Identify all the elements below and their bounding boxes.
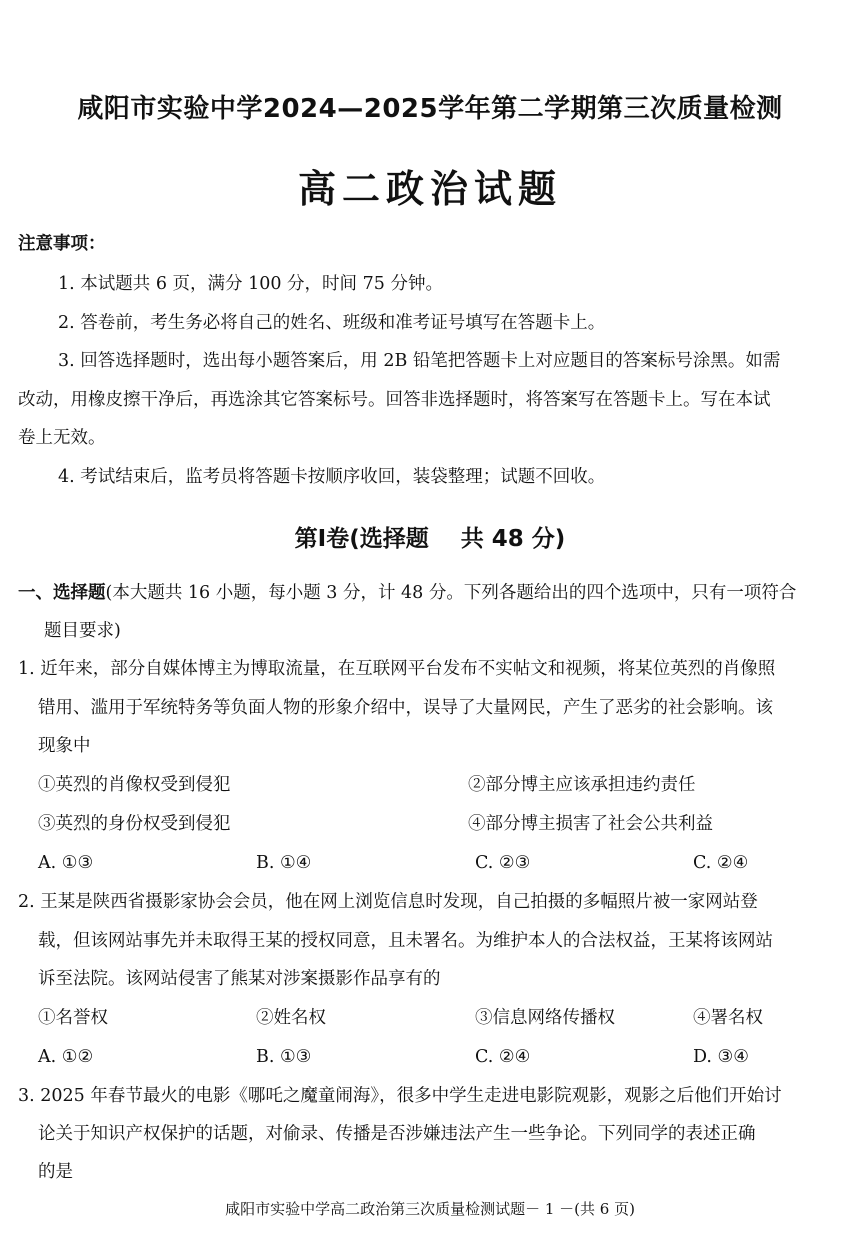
statement-4: ④署名权 — [693, 1008, 763, 1028]
option-b: B. ①④ — [256, 853, 312, 873]
statement-4: ④部分博主损害了社会公共利益 — [468, 814, 713, 834]
section-title: 第Ⅰ卷(选择题 共 48 分) — [294, 526, 566, 552]
option-b: B. ①③ — [256, 1047, 312, 1067]
part-heading: 一、选择题 — [18, 583, 106, 603]
statement-2: ②部分博主应该承担违约责任 — [468, 775, 696, 795]
question-3-line: 3. 2025 年春节最火的电影《哪吒之魔童闹海》，很多中学生走进电影院观影，观影之后他们开始讨 — [18, 1086, 782, 1106]
statement-3: ③信息网络传播权 — [475, 1008, 615, 1028]
option-d: C. ②④ — [693, 853, 749, 873]
notes-line: 卷上无效。 — [18, 428, 106, 448]
part-intro — [18, 582, 796, 604]
option-c: C. ②③ — [475, 853, 531, 873]
question-3-line: 论关于知识产权保护的话题，对偷录、传播是否涉嫌违法产生一些争论。下列同学的表述正确 — [38, 1124, 756, 1144]
option-a: A. ①③ — [38, 853, 94, 873]
notes-line: 2. 答卷前，考生务必将自己的姓名、班级和准考证号填写在答题卡上。 — [58, 313, 606, 333]
option-c: C. ②④ — [475, 1047, 531, 1067]
notes-line: 改动，用橡皮擦干净后，再选涂其它答案标号。回答非选择题时，将答案写在答题卡上。写在本试 — [18, 390, 771, 410]
exam-title: 咸阳市实验中学2024—2025学年第二学期第三次质量检测 — [77, 94, 783, 124]
question-2-line: 载，但该网站事先并未取得王某的授权同意，且未署名。为维护本人的合法权益，王某将该网站 — [38, 931, 773, 951]
notes-line: 1. 本试题共 6 页，满分 100 分，时间 75 分钟。 — [58, 274, 443, 294]
notes-heading: 注意事项： — [18, 234, 106, 254]
statement-1: ①英烈的肖像权受到侵犯 — [38, 775, 231, 795]
page-footer: 咸阳市实验中学高二政治第三次质量检测试题－ 1 －(共 6 页) — [225, 1200, 635, 1218]
question-2-line: 诉至法院。该网站侵害了熊某对涉案摄影作品享有的 — [38, 969, 441, 989]
question-1-line: 1. 近年来，部分自媒体博主为博取流量，在互联网平台发布不实帖文和视频，将某位英烈的肖像照 — [18, 659, 776, 679]
question-1-line: 错用、滥用于军统特务等负面人物的形象介绍中，误导了大量网民，产生了恶劣的社会影响。该 — [38, 698, 773, 718]
question-1-line: 现象中 — [38, 736, 91, 756]
notes-line: 4. 考试结束后，监考员将答题卡按顺序收回，装袋整理；试题不回收。 — [58, 467, 606, 487]
statement-2: ②姓名权 — [256, 1008, 326, 1028]
statement-1: ①名誉权 — [38, 1008, 108, 1028]
option-d: D. ③④ — [693, 1047, 749, 1067]
notes-line: 3. 回答选择题时，选出每小题答案后，用 2B 铅笔把答题卡上对应题目的答案标号涂黑。如需 — [58, 351, 781, 371]
part-desc-cont: 题目要求) — [44, 621, 121, 641]
statement-3: ③英烈的身份权受到侵犯 — [38, 814, 231, 834]
option-a: A. ①② — [38, 1047, 94, 1067]
question-2-line: 2. 王某是陕西省摄影家协会会员，他在网上浏览信息时发现，自己拍摄的多幅照片被一家网站登 — [18, 892, 758, 912]
question-3-line: 的是 — [38, 1162, 73, 1182]
part-desc: (本大题共 16 小题，每小题 3 分，计 48 分。下列各题给出的四个选项中，只有一项符合 — [105, 583, 797, 603]
exam-subtitle: 高二政治试题 — [297, 167, 562, 211]
